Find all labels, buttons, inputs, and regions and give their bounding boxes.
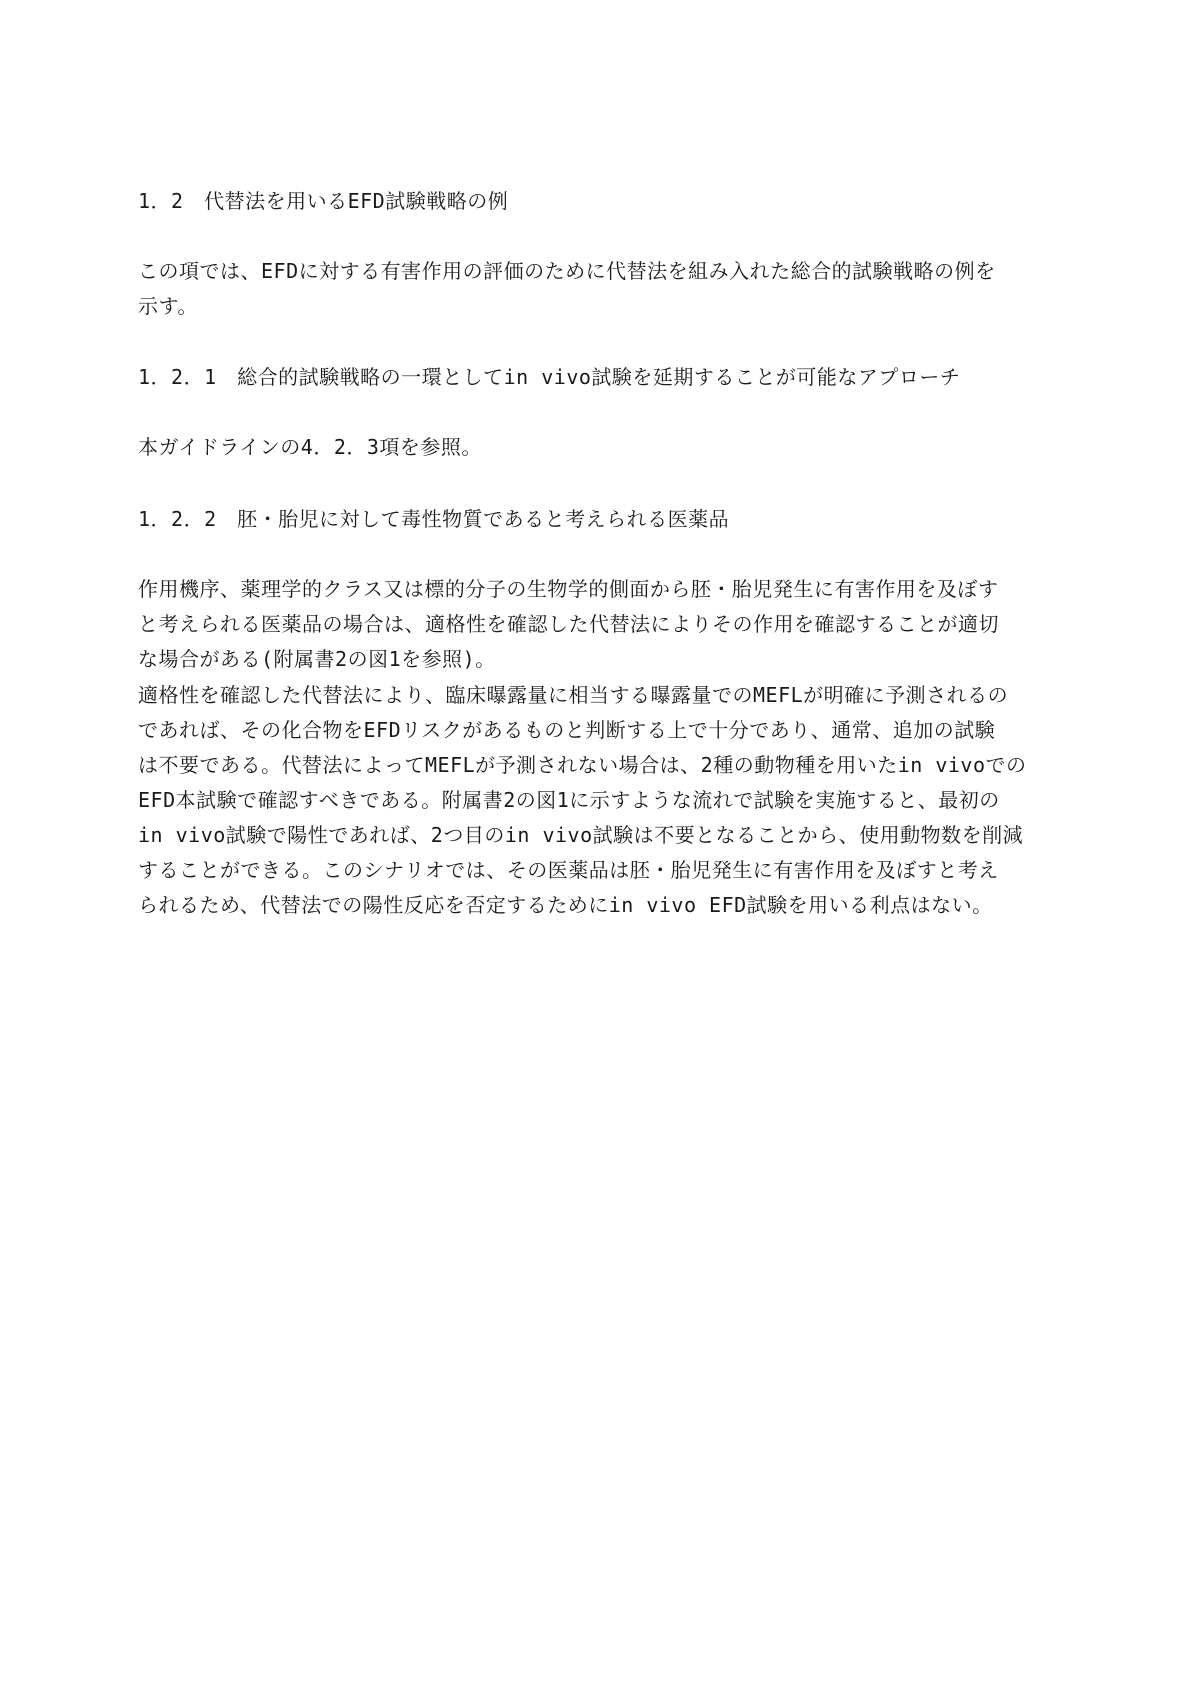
paragraph-2-line-2: であれば、その化合物をEFDリスクがあるものと判断する上で十分であり、通常、追加の試験 [138,718,996,742]
subsection-1-text: 本ガイドラインの4．2．3項を参照。 [138,435,482,459]
paragraph-2-line-6: することができる。このシナリオでは、その医薬品は胚・胎児発生に有害作用を及ぼすと考え [138,858,999,882]
intro-line-1: この項では、EFDに対する有害作用の評価のために代替法を組み入れた総合的試験戦略の例を [138,259,996,283]
intro-line-2: 示す。 [138,294,198,318]
paragraph-2-line-5: in vivo試験で陽性であれば、2つ目のin vivo試験は不要となることから、使用動物数を削減 [138,823,1024,847]
paragraph-2-line-3: は不要である。代替法によってMEFLが予測されない場合は、2種の動物種を用いたin vivoでの [138,753,1027,777]
subsection-1-heading: 1．2．1 総合的試験戦略の一環としてin vivo試験を延期することが可能なアプローチ [138,365,961,389]
paragraph-1-line-3: な場合がある(附属書2の図1を参照)。 [138,647,496,671]
paragraph-2-line-7: られるため、代替法での陽性反応を否定するためにin vivo EFD試験を用いる利点はない。 [138,893,993,917]
section-heading: 1．2 代替法を用いるEFD試験戦略の例 [138,189,509,213]
paragraph-2-line-1: 適格性を確認した代替法により、臨床曝露量に相当する曝露量でのMEFLが明確に予測されるの [138,683,1009,707]
paragraph-1-line-2: と考えられる医薬品の場合は、適格性を確認した代替法によりその作用を確認することが適切 [138,612,999,636]
paragraph-2-line-4: EFD本試験で確認すべきである。附属書2の図1に示すような流れで試験を実施すると、最初の [138,788,1000,812]
paragraph-1-line-1: 作用機序、薬理学的クラス又は標的分子の生物学的側面から胚・胎児発生に有害作用を及ぼす [138,577,999,601]
subsection-2-heading: 1．2．2 胚・胎児に対して毒性物質であると考えられる医薬品 [138,507,730,531]
